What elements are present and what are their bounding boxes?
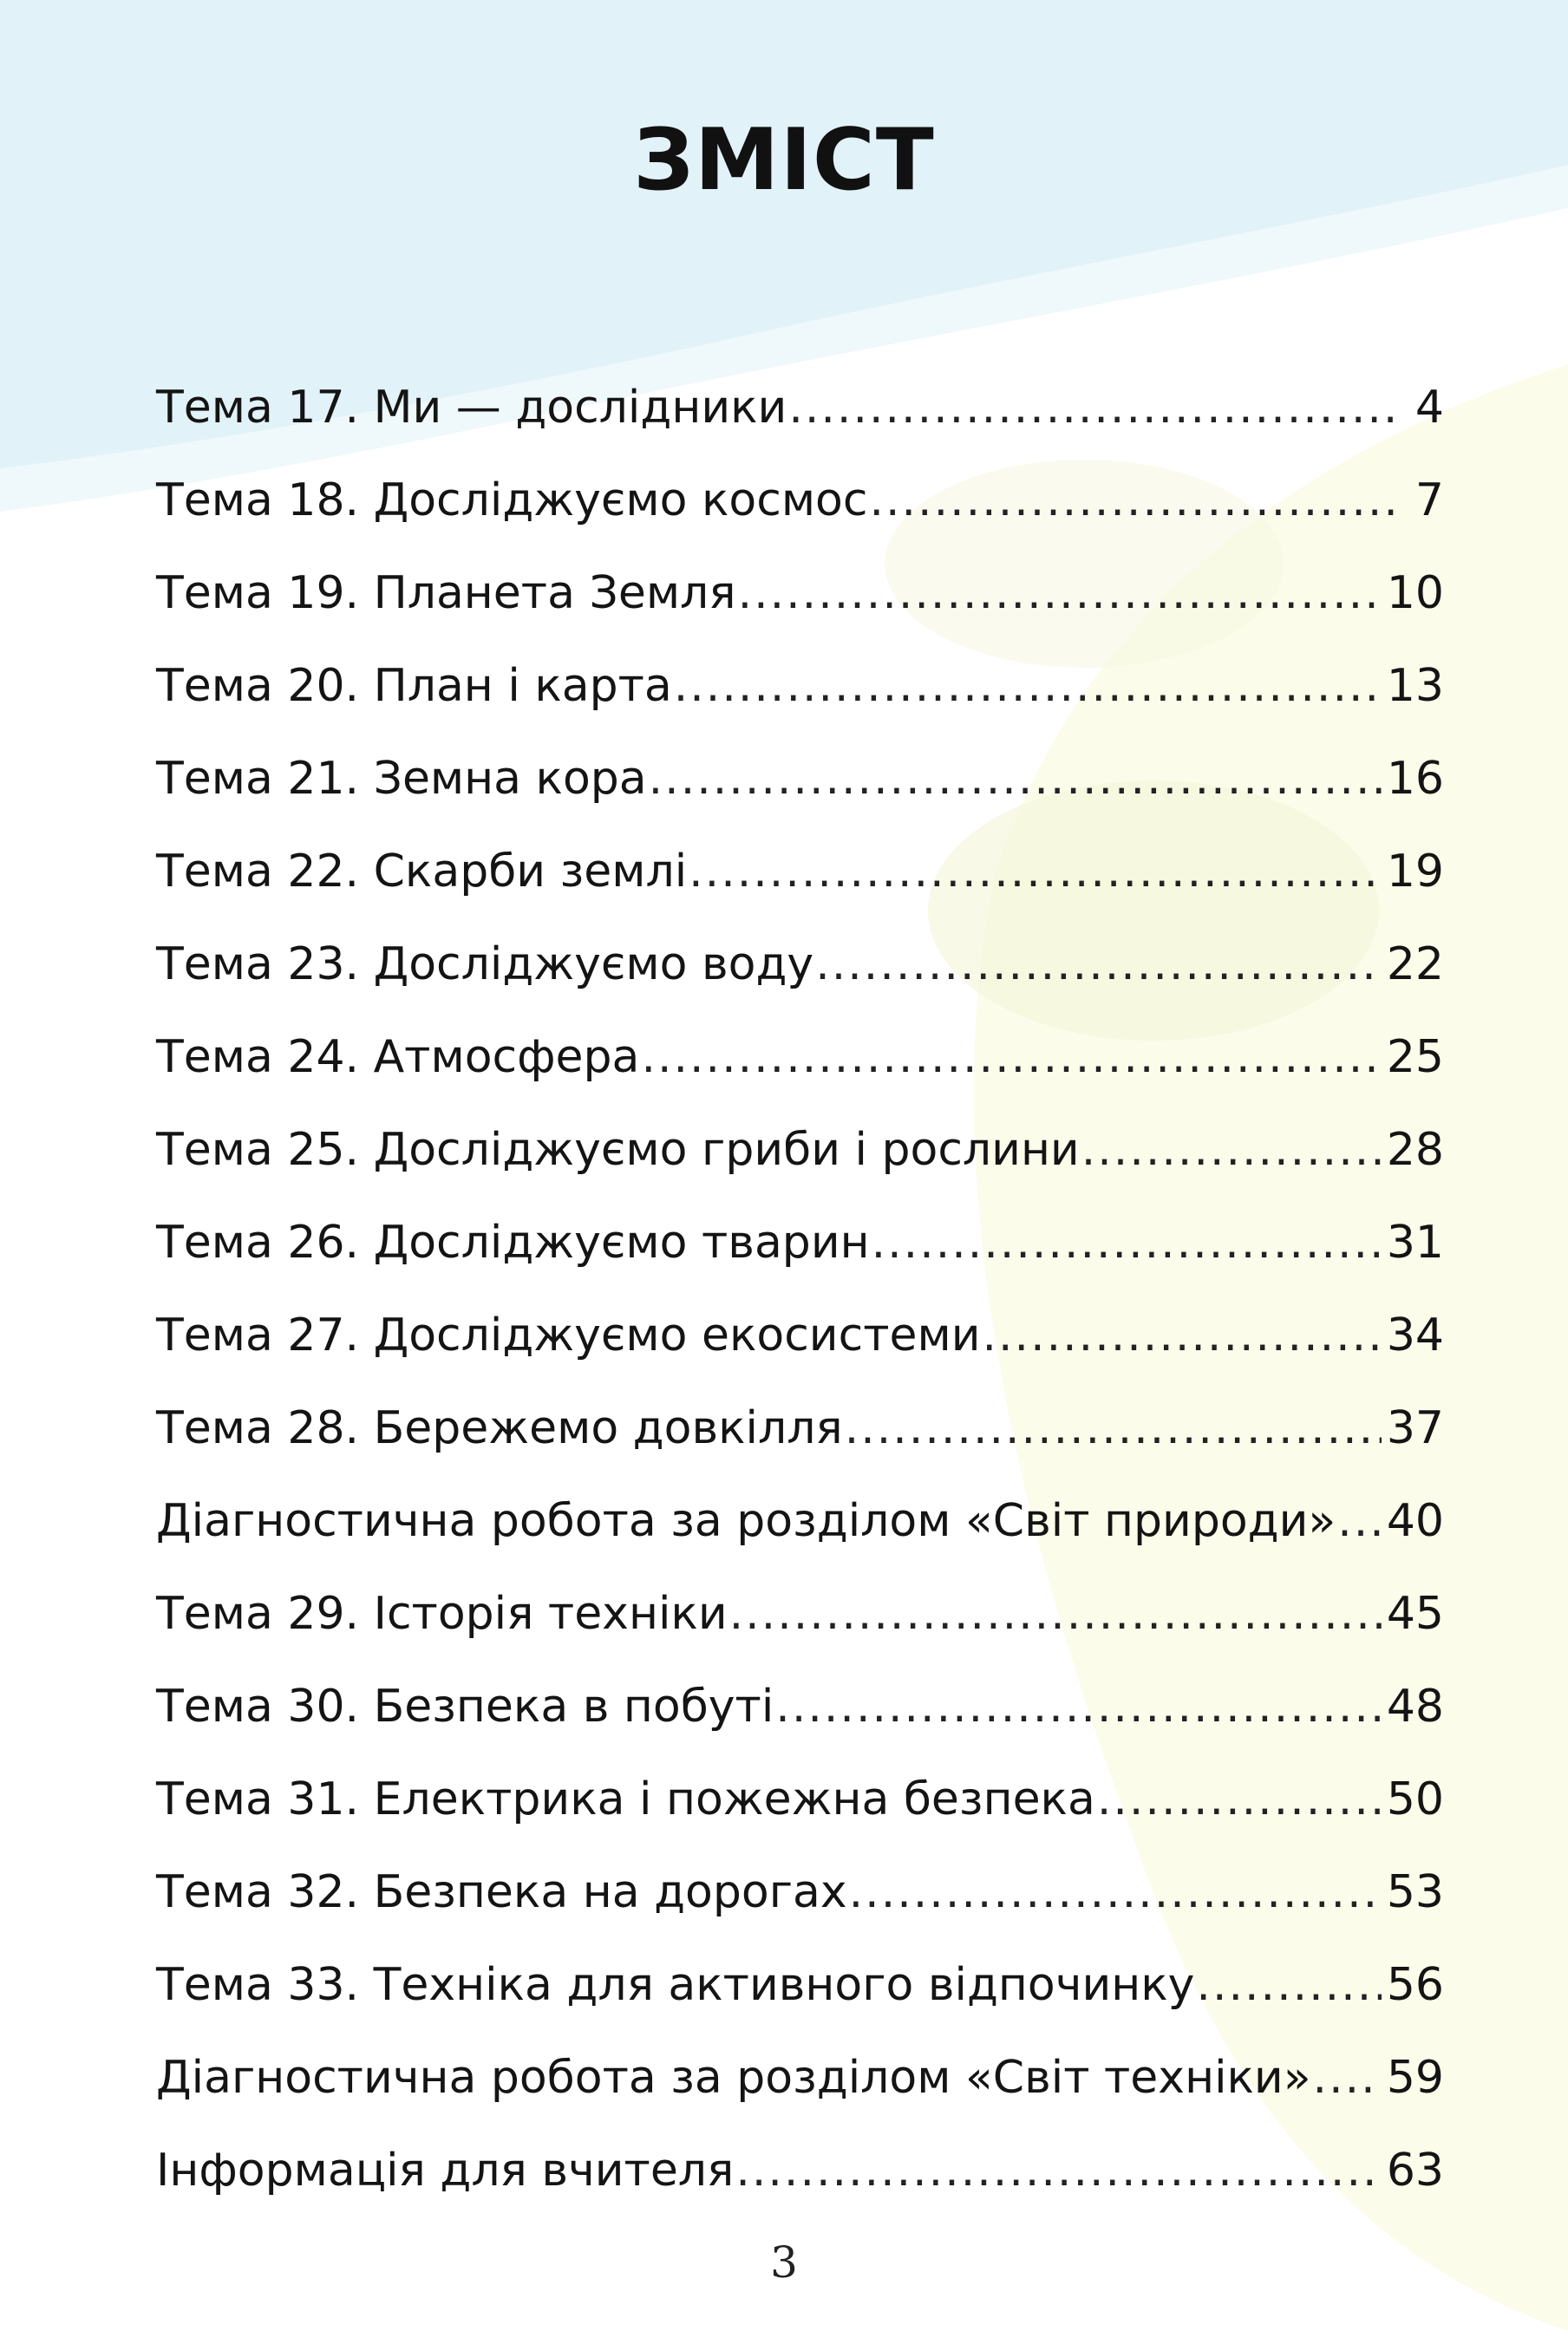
dot-leader [1337, 1495, 1382, 1547]
toc-entry [156, 1495, 1444, 1588]
toc-entry-title: Інформація для вчителя [156, 2145, 735, 2197]
dot-leader [788, 382, 1404, 434]
toc-entry [156, 1773, 1444, 1866]
toc-entry-title: Тема 23. Досліджуємо воду [156, 938, 814, 990]
toc-entry-page: 28 [1386, 1124, 1444, 1176]
toc-entry-title: Тема 32. Безпека на дорогах [156, 1866, 847, 1918]
dot-leader [815, 938, 1382, 990]
dot-leader [674, 660, 1382, 712]
toc-entry-page: 19 [1386, 846, 1444, 898]
toc-entry [156, 2145, 1444, 2237]
toc-entry [156, 1866, 1444, 1959]
toc-entry-page: 13 [1386, 660, 1444, 712]
table-of-contents [156, 382, 1444, 2237]
toc-entry-title: Тема 21. Земна кора [156, 753, 647, 805]
toc-entry-title: Тема 17. Ми — дослідники [156, 382, 787, 434]
toc-entry [156, 1588, 1444, 1681]
toc-entry [156, 2052, 1444, 2145]
toc-entry-title: Тема 20. План і карта [156, 660, 672, 712]
dot-leader [1097, 1773, 1382, 1825]
toc-entry-title: Тема 22. Скарби землі [156, 846, 688, 898]
toc-entry-title: Тема 19. Планета Земля [156, 567, 736, 619]
dot-leader [649, 753, 1382, 805]
toc-entry-page: 4 [1414, 382, 1444, 434]
toc-entry [156, 567, 1444, 660]
dot-leader [845, 1402, 1382, 1454]
dot-leader [775, 1681, 1382, 1733]
dot-leader [869, 474, 1404, 526]
toc-entry-title: Тема 24. Атмосфера [156, 1031, 640, 1083]
toc-entry [156, 938, 1444, 1031]
toc-entry [156, 382, 1444, 474]
toc-entry-title: Тема 29. Історія техніки [156, 1588, 728, 1640]
toc-entry-page: 48 [1386, 1681, 1444, 1733]
toc-entry [156, 1959, 1444, 2052]
toc-entry-page: 53 [1386, 1866, 1444, 1918]
toc-entry-page: 45 [1386, 1588, 1444, 1640]
toc-entry-page: 16 [1386, 753, 1444, 805]
toc-entry-title: Тема 27. Досліджуємо екосистеми [156, 1309, 981, 1361]
toc-entry [156, 1681, 1444, 1773]
toc-entry-title: Тема 28. Бережемо довкілля [156, 1402, 843, 1454]
toc-entry-page: 34 [1386, 1309, 1444, 1361]
toc-entry-title: Тема 26. Досліджуємо тварин [156, 1217, 870, 1269]
dot-leader [872, 1217, 1382, 1269]
toc-entry-title: Тема 18. Досліджуємо космос [156, 474, 868, 526]
toc-entry-title: Діагностична робота за розділом «Світ техніки» [156, 2052, 1311, 2104]
dot-leader [641, 1031, 1381, 1083]
toc-entry-page: 25 [1386, 1031, 1444, 1083]
toc-entry-page: 37 [1386, 1402, 1444, 1454]
toc-entry-page: 59 [1386, 2052, 1444, 2104]
toc-entry [156, 1031, 1444, 1124]
dot-leader [1081, 1124, 1382, 1176]
toc-entry-title: Тема 30. Безпека в побуті [156, 1681, 774, 1733]
dot-leader [1313, 2052, 1382, 2104]
toc-entry-title: Тема 31. Електрика і пожежна безпека [156, 1773, 1095, 1825]
dot-leader [729, 1588, 1382, 1640]
toc-entry-page: 31 [1386, 1217, 1444, 1269]
toc-entry [156, 753, 1444, 846]
toc-entry [156, 1402, 1444, 1495]
toc-entry-title: Діагностична робота за розділом «Світ природи» [156, 1495, 1336, 1547]
dot-leader [1196, 1959, 1381, 2011]
toc-entry-page: 10 [1386, 567, 1444, 619]
toc-entry-title: Тема 33. Техніка для активного відпочинку [156, 1959, 1195, 2011]
dot-leader [738, 567, 1382, 619]
toc-entry-title: Тема 25. Досліджуємо гриби і рослини [156, 1124, 1080, 1176]
toc-entry-page: 50 [1386, 1773, 1444, 1825]
dot-leader [983, 1309, 1382, 1361]
toc-entry [156, 1217, 1444, 1309]
toc-entry-page: 7 [1414, 474, 1444, 526]
dot-leader [689, 846, 1382, 898]
toc-entry [156, 1309, 1444, 1402]
toc-entry-page: 40 [1386, 1495, 1444, 1547]
toc-entry-page: 56 [1386, 1959, 1444, 2011]
toc-entry-page: 63 [1386, 2145, 1444, 2197]
toc-entry [156, 474, 1444, 567]
toc-entry [156, 660, 1444, 753]
toc-entry [156, 1124, 1444, 1217]
toc-entry-page: 22 [1386, 938, 1444, 990]
dot-leader [735, 2145, 1382, 2197]
page-number: 3 [770, 2237, 798, 2288]
dot-leader [849, 1866, 1382, 1918]
page-title: ЗМІСТ [633, 111, 935, 210]
toc-entry [156, 846, 1444, 938]
